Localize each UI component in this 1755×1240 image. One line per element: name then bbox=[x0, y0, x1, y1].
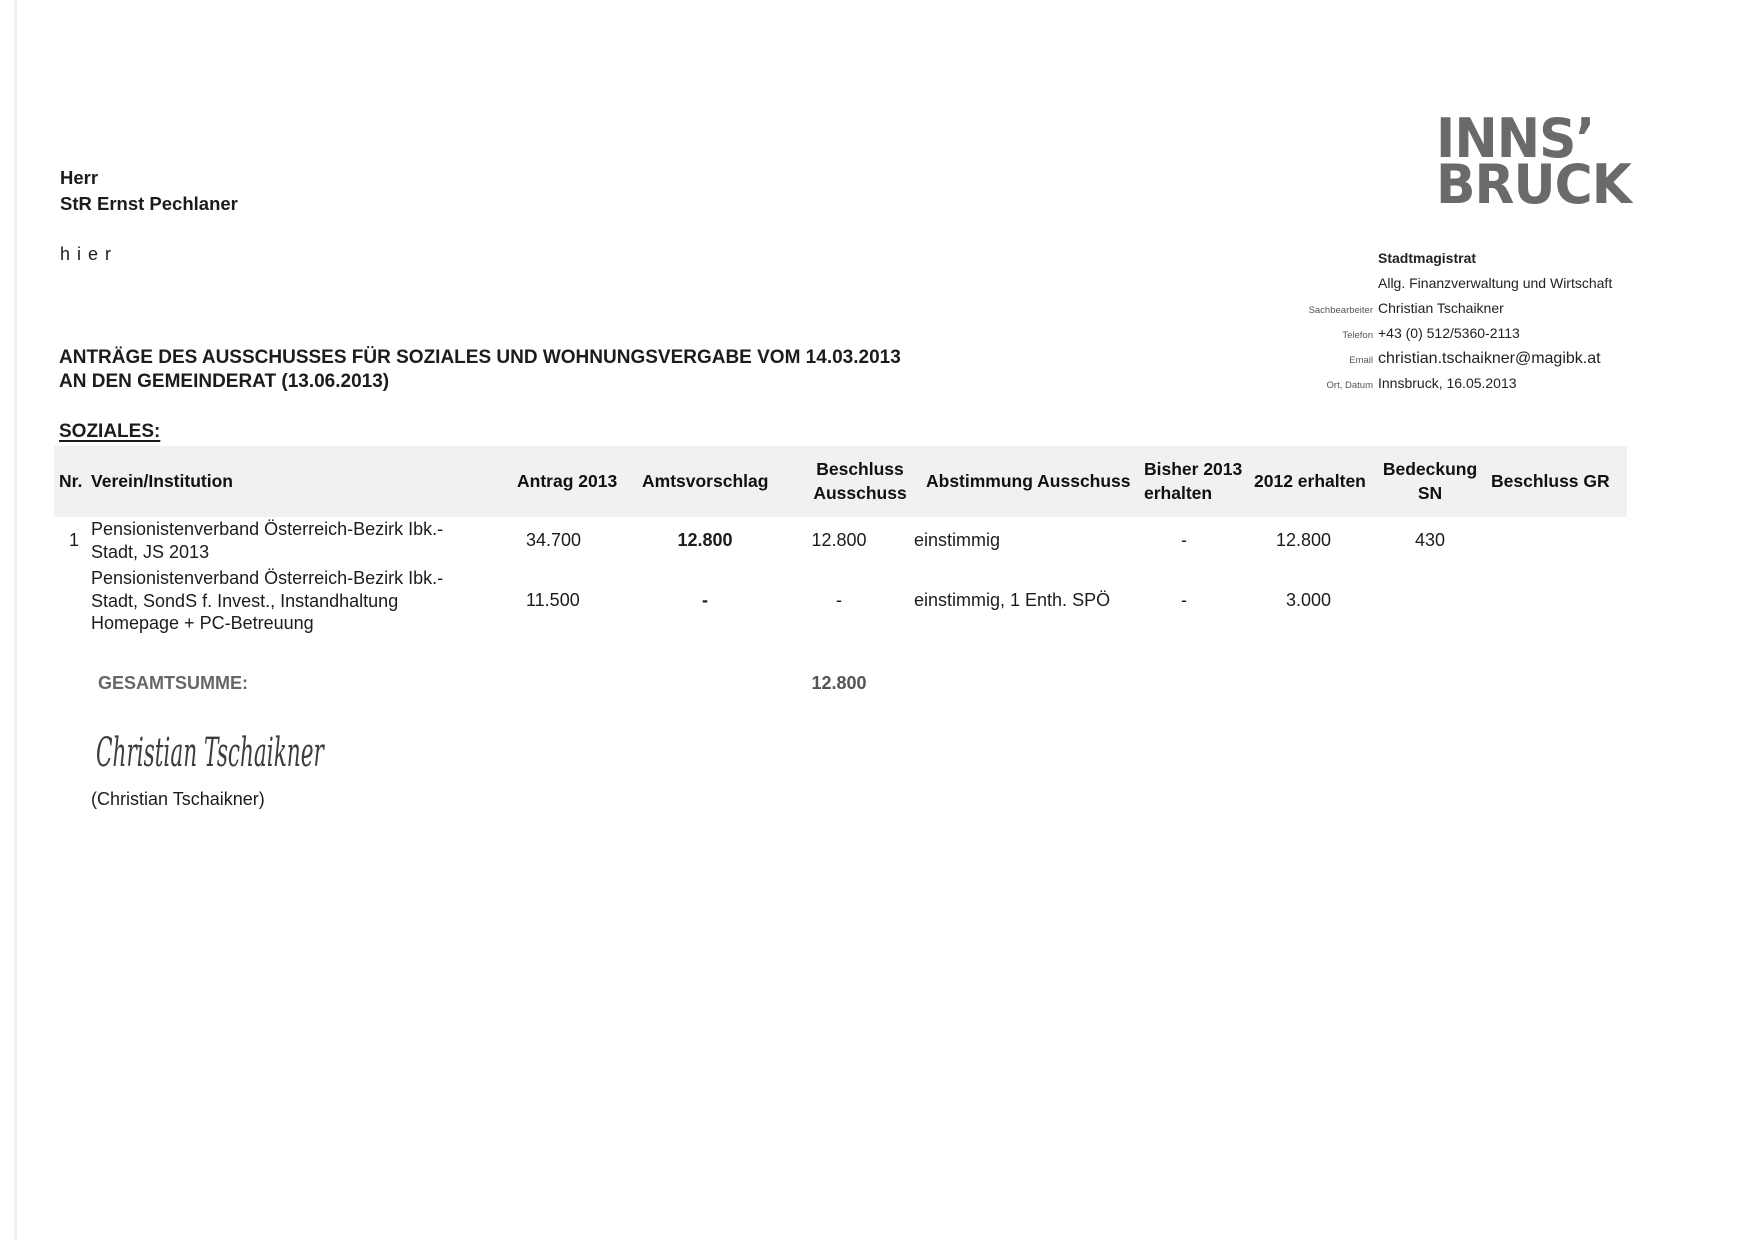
recipient-name: StR Ernst Pechlaner bbox=[60, 193, 238, 214]
header-erhalten-2012: 2012 erhalten bbox=[1254, 471, 1366, 491]
header-nr: Nr. bbox=[59, 471, 83, 491]
letterhead-clerk-label: Sachbearbeiter bbox=[1308, 305, 1373, 316]
header-verein: Verein/Institution bbox=[91, 471, 233, 491]
letterhead-phone-row bbox=[1250, 321, 1730, 346]
header-bedeckung-sn: Bedeckung SN bbox=[1382, 459, 1478, 503]
letterhead-email: christian.tschaikner@magibk.at bbox=[1378, 350, 1601, 367]
header-antrag: Antrag 2013 bbox=[517, 471, 618, 491]
cell-amtsvorschlag: - bbox=[702, 590, 708, 610]
cell-beschluss-ausschuss: 12.800 bbox=[811, 530, 867, 550]
cell-abstimmung: einstimmig, 1 Enth. SPÖ bbox=[914, 590, 1111, 610]
header-beschluss-ausschuss: Beschluss Ausschuss bbox=[813, 459, 907, 503]
header-beschluss-gr: Beschluss GR bbox=[1491, 471, 1610, 491]
cell-amtsvorschlag: 12.800 bbox=[677, 530, 733, 550]
section-heading: SOZIALES: bbox=[59, 421, 161, 442]
total-label: GESAMTSUMME: bbox=[98, 673, 248, 693]
signatory-name: (Christian Tschaikner) bbox=[91, 789, 265, 809]
letterhead-division: Allg. Finanzverwaltung und Wirtschaft bbox=[1378, 275, 1613, 291]
cell-bisher-2013: - bbox=[1181, 530, 1187, 550]
header-abstimmung: Abstimmung Ausschuss bbox=[926, 471, 1131, 491]
letterhead-phone-label: Telefon bbox=[1342, 330, 1373, 341]
document-title bbox=[59, 346, 901, 394]
cell-abstimmung: einstimmig bbox=[914, 530, 1001, 550]
document-title-line-2: AN DEN GEMEINDERAT (13.06.2013) bbox=[59, 371, 390, 392]
cell-erhalten-2012: 3.000 bbox=[1285, 590, 1331, 610]
cell-verein: Pensionistenverband Österreich-Bezirk Ibk.- Stadt, SondS f. Invest., Instandhaltung Homepage + PC-Betreuung bbox=[91, 568, 444, 633]
letterhead-email-row bbox=[1250, 346, 1730, 371]
logo-line-1: INNS’ bbox=[1436, 107, 1595, 170]
cell-antrag: 34.700 bbox=[526, 530, 582, 550]
cell-bisher-2013: - bbox=[1181, 590, 1187, 610]
cell-bedeckung-sn: 430 bbox=[1414, 530, 1446, 550]
handwritten-signature: Christian Tschaikner bbox=[96, 729, 324, 777]
header-amtsvorschlag: Amtsvorschlag bbox=[642, 471, 769, 491]
letterhead-department: Stadtmagistrat bbox=[1378, 250, 1477, 266]
letterhead-email-label: Email bbox=[1349, 355, 1373, 366]
letterhead-place-date: Innsbruck, 16.05.2013 bbox=[1378, 375, 1517, 391]
letterhead-clerk-row bbox=[1250, 296, 1730, 321]
recipient-location: h i e r bbox=[60, 244, 113, 264]
letterhead-division-row bbox=[1250, 271, 1730, 296]
scan-edge bbox=[14, 0, 17, 1240]
recipient-salutation: Herr bbox=[60, 167, 99, 188]
letterhead-department-row bbox=[1250, 246, 1730, 271]
cell-nr: 1 bbox=[69, 530, 80, 550]
cell-beschluss-ausschuss: - bbox=[836, 590, 842, 610]
letterhead-phone: +43 (0) 512/5360-2113 bbox=[1378, 325, 1520, 341]
cell-erhalten-2012: 12.800 bbox=[1275, 530, 1331, 550]
letterhead-clerk: Christian Tschaikner bbox=[1378, 300, 1504, 316]
logo-line-2: BRUCK bbox=[1436, 153, 1631, 216]
cell-verein: Pensionistenverband Österreich-Bezirk Ibk.- Stadt, JS 2013 bbox=[91, 519, 444, 562]
document-title-line-1: ANTRÄGE DES AUSSCHUSSES FÜR SOZIALES UND WOHNUNGSVERGABE VOM 14.03.2013 bbox=[59, 347, 901, 368]
cell-antrag: 11.500 bbox=[526, 590, 580, 610]
header-bisher-2013: Bisher 2013 erhalten bbox=[1144, 459, 1243, 503]
letterhead-place-date-row bbox=[1250, 371, 1730, 396]
letterhead-place-date-label: Ort, Datum bbox=[1326, 380, 1373, 391]
letterhead bbox=[1250, 246, 1730, 396]
total-beschluss-ausschuss: 12.800 bbox=[811, 673, 867, 693]
